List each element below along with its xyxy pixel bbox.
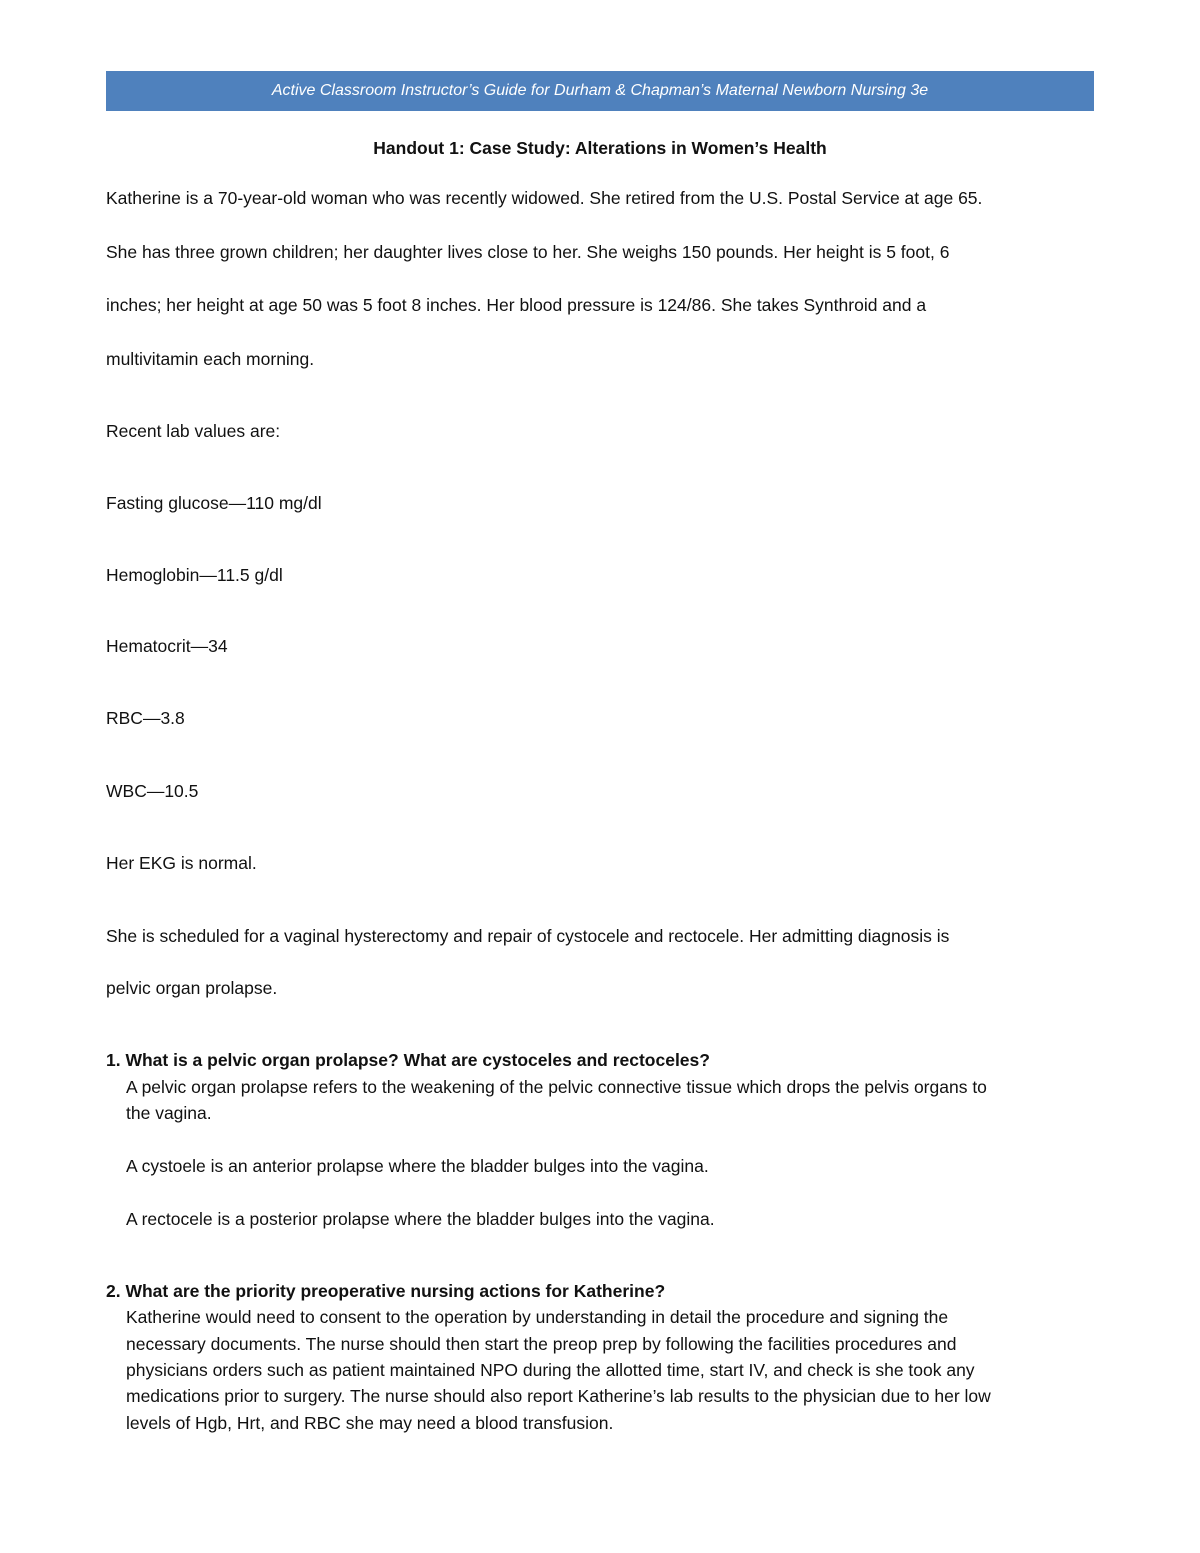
diagnosis-line: pelvic organ prolapse. [106, 978, 278, 998]
question-1: 1. What is a pelvic organ prolapse? What are cystoceles and rectoceles? [106, 1050, 710, 1070]
intro-line: Katherine is a 70-year-old woman who was recently widowed. She retired from the U.S. Postal Service at age 65. [106, 188, 983, 208]
lab-value: Hematocrit—34 [106, 636, 228, 656]
question-2: 2. What are the priority preoperative nursing actions for Katherine? [106, 1281, 666, 1301]
answer-2-line: medications prior to surgery. The nurse should also report Katherine’s lab results to the physician due to her low [126, 1386, 991, 1406]
answer-1-rectocele: A rectocele is a posterior prolapse where the bladder bulges into the vagina. [126, 1209, 715, 1229]
intro-line: inches; her height at age 50 was 5 foot 8 inches. Her blood pressure is 124/86. She takes Synthroid and a [106, 295, 927, 315]
answer-1-line: the vagina. [126, 1103, 212, 1123]
lab-value: Hemoglobin—11.5 g/dl [106, 565, 283, 585]
answer-2-line: physicians orders such as patient maintained NPO during the allotted time, start IV, and check is she took any [126, 1360, 975, 1380]
answer-2-line: necessary documents. The nurse should then start the preop prep by following the facilities procedures and [126, 1334, 957, 1354]
lab-value: WBC—10.5 [106, 781, 199, 801]
diagnosis-line: She is scheduled for a vaginal hysterectomy and repair of cystocele and rectocele. Her admitting diagnosis is [106, 926, 950, 946]
intro-line: multivitamin each morning. [106, 349, 315, 369]
labs-heading: Recent lab values are: [106, 421, 281, 441]
answer-1-cystocele: A cystoele is an anterior prolapse where the bladder bulges into the vagina. [126, 1156, 709, 1176]
header-banner [106, 71, 1094, 111]
intro-line: She has three grown children; her daughter lives close to her. She weighs 150 pounds. Her height is 5 foot, 6 [106, 242, 950, 262]
handout-title: Handout 1: Case Study: Alterations in Women’s Health [373, 138, 827, 158]
answer-2-line: levels of Hgb, Hrt, and RBC she may need a blood transfusion. [126, 1413, 614, 1433]
lab-value: Fasting glucose—110 mg/dl [106, 493, 322, 513]
answer-2-line: Katherine would need to consent to the operation by understanding in detail the procedure and signing the [126, 1307, 949, 1327]
answer-1-line: A pelvic organ prolapse refers to the weakening of the pelvic connective tissue which drops the pelvis organs to [126, 1077, 987, 1097]
lab-value: RBC—3.8 [106, 708, 185, 728]
header-banner-text: Active Classroom Instructor’s Guide for Durham & Chapman’s Maternal Newborn Nursing 3e [271, 82, 929, 99]
ekg-text: Her EKG is normal. [106, 853, 257, 873]
